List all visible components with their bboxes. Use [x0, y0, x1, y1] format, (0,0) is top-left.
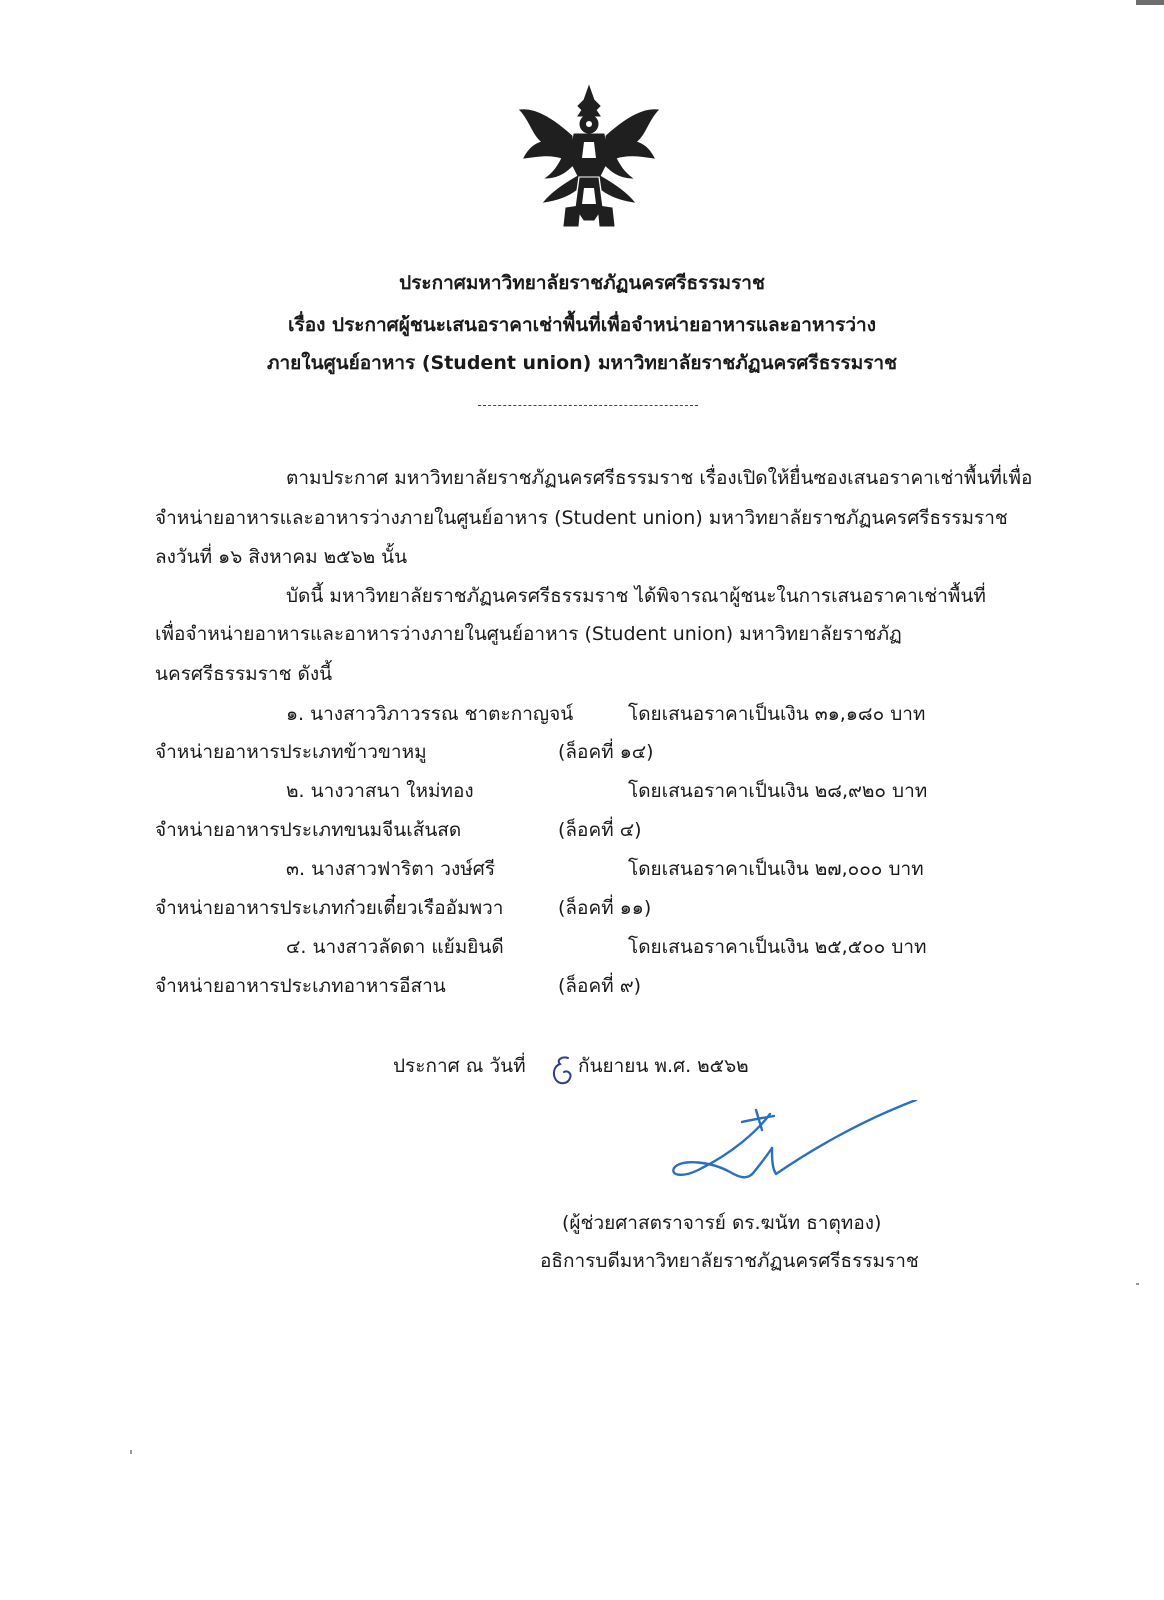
- paragraph-1-line-1: ตามประกาศ มหาวิทยาลัยราชภัฏนครศรีธรรมราช เรื่องเปิดให้ยื่นซองเสนอราคาเช่าพื้นที่เพื่อ: [286, 467, 1033, 489]
- winner-2-lot: (ล็อคที่ ๔): [558, 819, 642, 841]
- winner-1-lot: (ล็อคที่ ๑๔): [558, 741, 654, 763]
- signatory-name: (ผู้ช่วยศาสตราจารย์ ดร.ฆนัท ธาตุทอง): [562, 1212, 882, 1234]
- winner-2-category: จำหน่ายอาหารประเภทขนมจีนเส้นสด: [155, 819, 462, 841]
- winner-1-category: จำหน่ายอาหารประเภทข้าวขาหมู: [155, 741, 427, 763]
- scan-edge-mark: [1136, 0, 1164, 5]
- winner-3-category: จำหน่ายอาหารประเภทก๋วยเตี๋ยวเรืออัมพวา: [155, 897, 504, 919]
- title-line-2: เรื่อง ประกาศผู้ชนะเสนอราคาเช่าพื้นที่เพื่อจำหน่ายอาหารและอาหารว่าง: [288, 314, 876, 336]
- winner-1-price: โดยเสนอราคาเป็นเงิน ๓๑,๑๘๐ บาท: [628, 703, 926, 725]
- garuda-emblem-icon: [514, 80, 664, 230]
- paragraph-2-line-2: เพื่อจำหน่ายอาหารและอาหารว่างภายในศูนย์อาหาร (Student union) มหาวิทยาลัยราชภัฏ: [155, 623, 902, 645]
- announcement-date-prefix: ประกาศ ณ วันที่: [393, 1055, 526, 1077]
- winner-4-category: จำหน่ายอาหารประเภทอาหารอีสาน: [155, 975, 446, 997]
- paragraph-2-line-1: บัดนี้ มหาวิทยาลัยราชภัฏนครศรีธรรมราช ได้พิจารณาผู้ชนะในการเสนอราคาเช่าพื้นที่: [286, 585, 986, 607]
- winner-1-name: ๑. นางสาววิภาวรรณ ชาตะกาญจน์: [286, 703, 574, 725]
- signature-mark: [658, 1100, 938, 1210]
- winner-2-price: โดยเสนอราคาเป็นเงิน ๒๘,๙๒๐ บาท: [628, 780, 928, 802]
- title-line-3: ภายในศูนย์อาหาร (Student union) มหาวิทยาลัยราชภัฏนครศรีธรรมราช: [266, 352, 897, 374]
- scan-speck: [1136, 1283, 1139, 1285]
- winner-3-lot: (ล็อคที่ ๑๑): [558, 897, 652, 919]
- winner-2-name: ๒. นางวาสนา ใหม่ทอง: [286, 780, 474, 802]
- paragraph-1-line-3: ลงวันที่ ๑๖ สิงหาคม ๒๕๖๒ นั้น: [155, 546, 408, 568]
- title-divider: [478, 405, 698, 406]
- handwritten-day-mark: [548, 1054, 576, 1088]
- paragraph-2-line-3: นครศรีธรรมราช ดังนี้: [155, 663, 333, 685]
- winner-4-lot: (ล็อคที่ ๙): [558, 975, 642, 997]
- winner-3-name: ๓. นางสาวฟาริตา วงษ์ศรี: [286, 858, 496, 880]
- scan-speck: [130, 1450, 132, 1454]
- winner-4-name: ๔. นางสาวลัดดา แย้มยินดี: [286, 936, 504, 958]
- paragraph-1-line-2: จำหน่ายอาหารและอาหารว่างภายในศูนย์อาหาร (Student union) มหาวิทยาลัยราชภัฏนครศรีธรรมราช: [155, 507, 1008, 529]
- winner-3-price: โดยเสนอราคาเป็นเงิน ๒๗,๐๐๐ บาท: [628, 858, 924, 880]
- signatory-title: อธิการบดีมหาวิทยาลัยราชภัฏนครศรีธรรมราช: [540, 1250, 919, 1272]
- announcement-date-suffix: กันยายน พ.ศ. ๒๕๖๒: [578, 1055, 749, 1077]
- winner-4-price: โดยเสนอราคาเป็นเงิน ๒๕,๕๐๐ บาท: [628, 936, 927, 958]
- title-line-1: ประกาศมหาวิทยาลัยราชภัฏนครศรีธรรมราช: [399, 272, 765, 294]
